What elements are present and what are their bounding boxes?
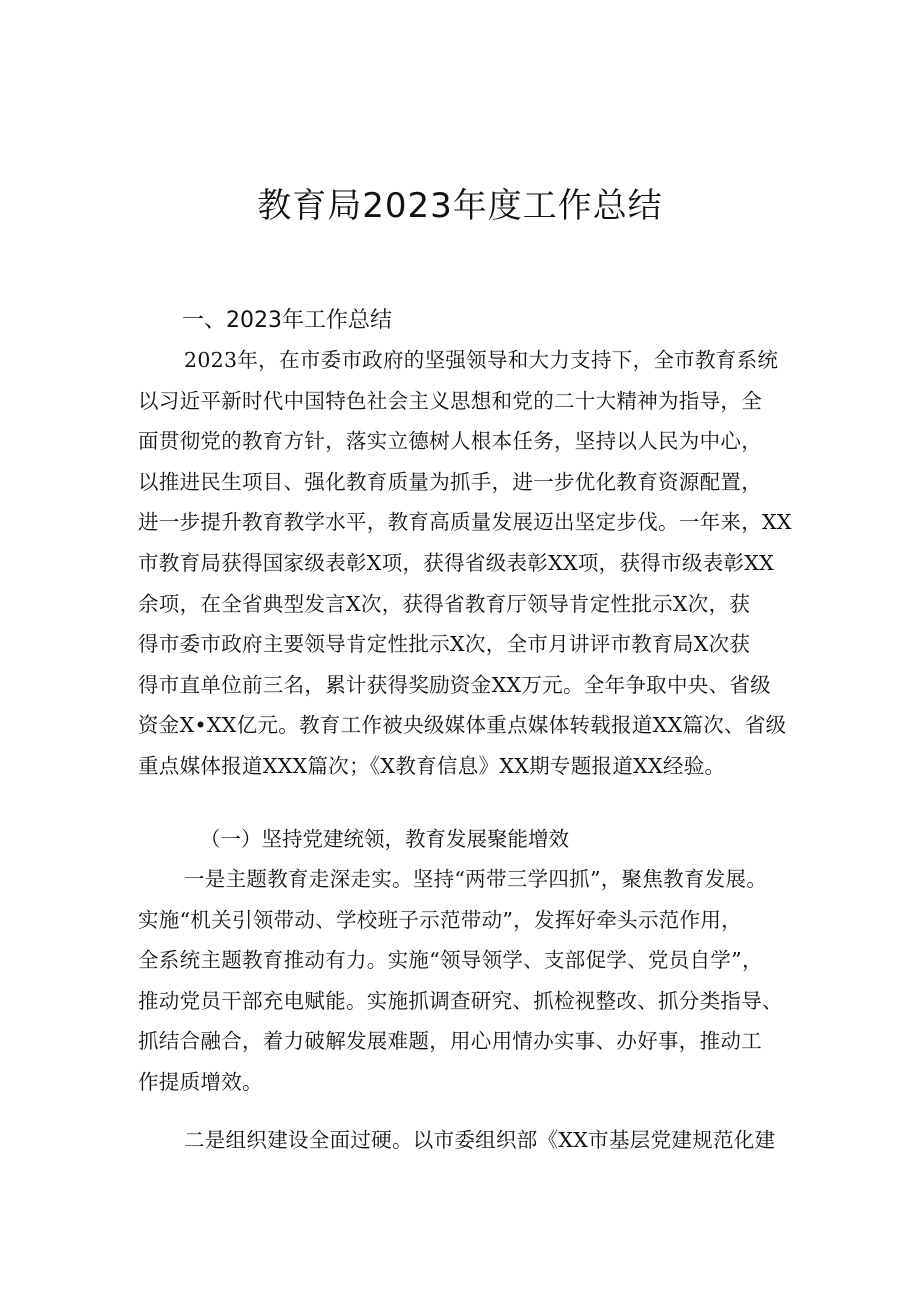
paragraph-line: 得市委市政府主要领导肯定性批示X次，全市月讲评市教育局X次获 xyxy=(138,632,751,657)
paragraph-line: 进一步提升教育教学水平，教育高质量发展迈出坚定步伐。一年来，XX xyxy=(138,510,792,535)
paragraph-line: 以习近平新时代中国特色社会主义思想和党的二十大精神为指导，全 xyxy=(138,388,762,413)
document-title: 教育局2023年度工作总结 xyxy=(257,186,663,226)
paragraph-line: 实施“机关引领带动、学校班子示范带动”，发挥好牵头示范作用， xyxy=(138,907,742,932)
paragraph-line: 重点媒体报道XXX篇次；《X教育信息》XX期专题报道XX经验。 xyxy=(138,753,726,778)
paragraph-line: 面贯彻党的教育方针，落实立德树人根本任务，坚持以人民为中心， xyxy=(138,429,762,454)
paragraph-line: 全系统主题教育推动有力。实施“领导领学、支部促学、党员自学”， xyxy=(138,948,763,973)
paragraph-line: 一是主题教育走深走实。坚持“两带三学四抓”，聚焦教育发展。 xyxy=(184,867,768,891)
paragraph-line: 余项，在全省典型发言X次，获得省教育厅领导肯定性批示X次，获 xyxy=(138,591,751,616)
paragraph-line: 得市直单位前三名，累计获得奖励资金XX万元。全年争取中央、省级 xyxy=(138,672,771,697)
section-heading: 一、2023年工作总结 xyxy=(182,308,392,333)
paragraph-line: 2023年，在市委市政府的坚强领导和大力支持下，全市教育系统 xyxy=(184,348,779,372)
paragraph-line: 资金X•XX亿元。教育工作被央级媒体重点媒体转载报道XX篇次、省级 xyxy=(138,713,787,738)
paragraph-line: 以推进民生项目、强化教育质量为抓手，进一步优化教育资源配置， xyxy=(138,469,762,494)
paragraph-line: 作提质增效。 xyxy=(138,1069,263,1094)
paragraph-theme-education xyxy=(138,859,798,1103)
paragraph-line: 推动党员干部充电赋能。实施抓调查研究、抓检视整改、抓分类指导、 xyxy=(138,988,783,1013)
paragraph-line: 市教育局获得国家级表彰X项，获得省级表彰XX项，获得市级表彰XX xyxy=(138,550,775,575)
paragraph-line: 抓结合融合，着力破解发展难题，用心用情办实事、办好事，推动工 xyxy=(138,1029,762,1054)
paragraph-line: 二是组织建设全面过硬。以市委组织部《XX市基层党建规范化建 xyxy=(184,1128,776,1152)
paragraph-organization xyxy=(138,1120,798,1161)
subsection-heading: （一）坚持党建统领，教育发展聚能增效 xyxy=(200,827,569,851)
paragraph-summary xyxy=(138,340,798,787)
